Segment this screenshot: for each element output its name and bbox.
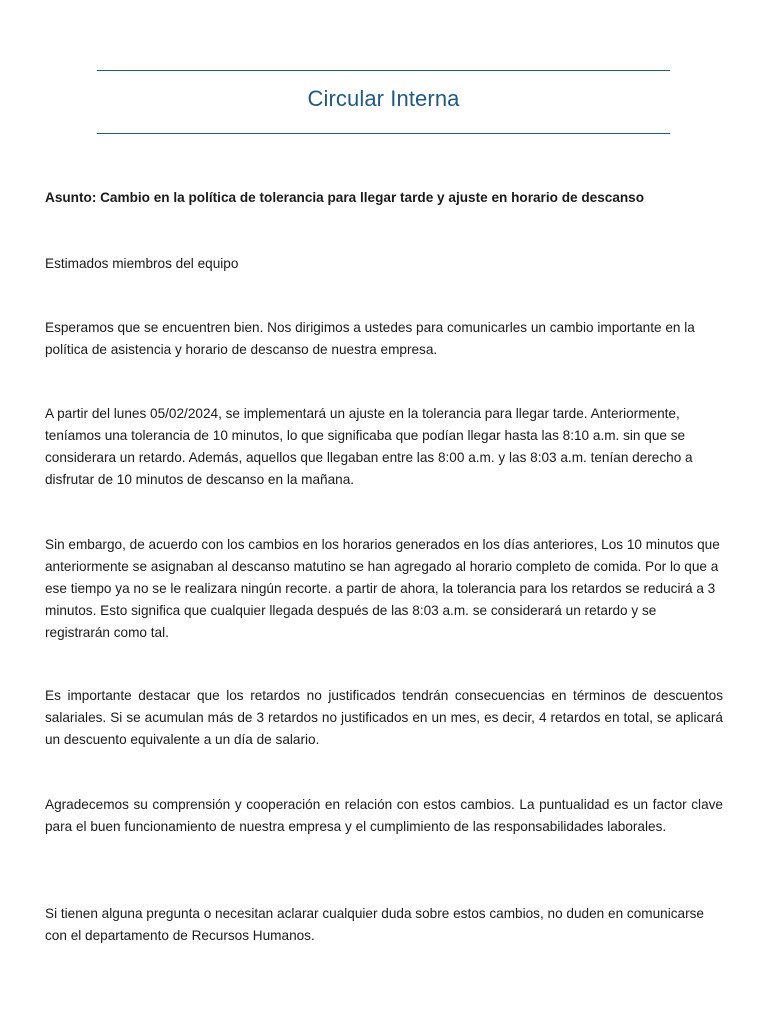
greeting: Estimados miembros del equipo [45, 256, 239, 271]
paragraph-new-policy: Sin embargo, de acuerdo con los cambios en los horarios generados en los días anteriores, Los 10 minutos que anteriormente se asignaban al descanso matutino se han agregado al horario completo de comida. Por lo que a ese tiempo ya no se le realizara ningún recorte. a partir de ahora, la tolerancia para los retardos se reducirá a 3 minutos. Esto significa que cualquier llegada después de las 8:03 a.m. se considerará un retardo y se registrarán como tal. [45, 537, 720, 640]
paragraph-consequences: Es importante destacar que los retardos no justificados tendrán consecuencias en términos de descuentos salariales. Si se acumulan más de 3 retardos no justificados en un mes, es decir, 4 retardos en total, se aplicará un descuento equivalente a un día de salario. [45, 688, 723, 747]
paragraph-thanks: Agradecemos su comprensión y cooperación en relación con estos cambios. La puntualidad es un factor clave para el buen funcionamiento de nuestra empresa y el cumplimiento de las responsabilidades laborales. [45, 797, 723, 834]
title-top-rule [97, 70, 670, 71]
subject-line: Asunto: Cambio en la política de tolerancia para llegar tarde y ajuste en horario de descanso [45, 190, 645, 205]
title-bottom-rule [97, 133, 670, 134]
paragraph-intro: Esperamos que se encuentren bien. Nos dirigimos a ustedes para comunicarles un cambio importante en la política de asistencia y horario de descanso de nuestra empresa. [45, 320, 695, 357]
paragraph-contact: Si tienen alguna pregunta o necesitan aclarar cualquier duda sobre estos cambios, no duden en comunicarse con el departamento de Recursos Humanos. [45, 906, 704, 943]
paragraph-previous-policy: A partir del lunes 05/02/2024, se implementará un ajuste en la tolerancia para llegar tarde. Anteriormente, teníamos una tolerancia de 10 minutos, lo que significaba que podían llegar hasta las 8:10 a.m. sin que se considerara un retardo. Además, aquellos que llegaban entre las 8:00 a.m. y las 8:03 a.m. tenían derecho a disfrutar de 10 minutos de descanso en la mañana. [45, 406, 693, 487]
document-title: Circular Interna [307, 86, 460, 111]
